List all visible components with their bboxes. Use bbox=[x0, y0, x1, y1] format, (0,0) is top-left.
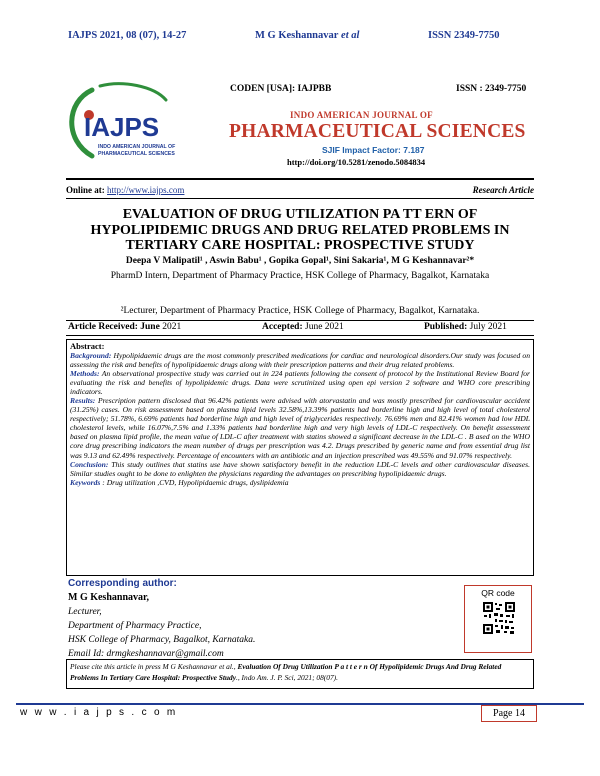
abstract-conclusion: Conclusion: This study outlines that statins use have shown satisfactory benefit in the reduction LDL-C levels and other cardiovascular diseases. Similar studies ought to be done to enlighten the physicians regarding the advantages on prescribing hypolipidaemic drugs. bbox=[70, 459, 530, 478]
article-type: Research Article bbox=[472, 185, 534, 195]
header-issn: ISSN 2349-7750 bbox=[428, 30, 500, 41]
logo-subtext-2: PHARMACEUTICAL SCIENCES bbox=[98, 151, 175, 157]
qr-code-box bbox=[464, 585, 532, 653]
abstract-results: Results: Prescription pattern disclosed that 96.42% patients were advised with atorvastatin and was mostly prescribed for cardiovascular accident (31.25%) cases. On risk assessment based on plasma lipid levels 32.58%,13.39% patients had borderline high and high level of total cholesterol respectively; 51.78%, 6.69% patients had borderline high and high level of triglycerides respectively. 76.69% men and 82.41% women had low HDL cholesterol levels, while 16.07%,7.5% and 1.33% patients had borderline high and very high levels of LDL-C respectively. On benefit assessment based on plasma lipid profile, the mean value of LDL-C after treatment with statins showed a significant decrease in the LDL-C . B ased on the WHO core drug prescribing indicators the mean number of drugs per prescription was 4.2. Drugs prescribed by generic name and from essential drug list was 9.13 and 62.49% respectively. Percentage of encounters with an antibiotic and an injection prescribed was 49.55% and 91.07% respectively. bbox=[70, 396, 530, 460]
article-title: EVALUATION OF DRUG UTILIZATION PA TT ERN OF HYPOLIPIDEMIC DRUGS AND DRUG RELATED PROBLEMS IN TERTIARY CARE HOSPITAL: PROSPECTIVE STUDY bbox=[90, 207, 510, 253]
coden: CODEN [USA]: IAJPBB bbox=[230, 84, 332, 94]
masthead-issn: ISSN : 2349-7750 bbox=[456, 84, 527, 94]
online-at: Online at: http://www.iajps.com bbox=[66, 185, 185, 195]
journal-logo bbox=[62, 82, 202, 168]
sjif-impact-factor: SJIF Impact Factor: 7.187 bbox=[322, 145, 425, 155]
affiliation-2: ²Lecturer, Department of Pharmacy Practice, HSK College of Pharmacy, Bagalkot, Karnataka. bbox=[120, 306, 480, 316]
corresponding-author-name: M G Keshannavar, bbox=[68, 592, 150, 603]
header-author-suffix: et al bbox=[338, 30, 360, 41]
corresponding-email[interactable]: Email Id: drmgkeshannavar@gmail.com bbox=[68, 649, 224, 659]
abstract-title: Abstract: bbox=[70, 341, 105, 351]
citation-title: Evaluation Of Drug Utilization P a t t e r n Of Hypolipidemic Drugs And Drug Related Problems In Tertiary Care Hospital: Prospective Study bbox=[70, 662, 502, 682]
qr-code-icon[interactable] bbox=[482, 601, 516, 635]
date-received: Article Received: June 2021 bbox=[68, 322, 182, 332]
journal-name-top: INDO AMERICAN JOURNAL OF bbox=[290, 110, 433, 120]
corresponding-line: Lecturer, bbox=[68, 607, 102, 617]
article-dates bbox=[66, 320, 534, 336]
header-journal-issue: IAJPS 2021, 08 (07), 14-27 bbox=[68, 30, 187, 41]
date-published: Published: July 2021 bbox=[424, 322, 507, 332]
abstract-background: Background: Hypolipidaemic drugs are the most commonly prescribed medications for cardiac and neurological disorders.Our study was focused on assessing the risk and benefits of hypolipidaemic drugs along with their prescription patterns and their drug related problems. bbox=[70, 351, 530, 370]
citation-box: Please cite this article in press M G Keshannavar et al., Evaluation Of Drug Utilization P a t t e r n Of Hypolipidemic Drugs And Drug Related Problems In Tertiary Care Hospital: Prospective Study., Indo Am. J. P. Sci, 2021; 08(07). bbox=[66, 659, 534, 689]
running-header bbox=[0, 30, 600, 46]
header-author: M G Keshannavar et al bbox=[255, 30, 360, 41]
abstract-box bbox=[66, 339, 534, 576]
affiliation-1: PharmD Intern, Department of Pharmacy Practice, HSK College of Pharmacy, Bagalkot, Karnataka bbox=[110, 271, 490, 281]
title-rule bbox=[66, 198, 534, 199]
abstract-methods: Methods: An observational prospective study was carried out in 224 patients following the consent of protocol by the Institutional Review Board for evaluating the risk and benefits of hypolipidemic drugs. Data were scrutinized using open epi version 2 software and WHO core prescribing indicators. bbox=[70, 369, 530, 397]
footer-site[interactable]: w w w . i a j p s . c o m bbox=[20, 707, 178, 718]
logo-text: IAJPS bbox=[84, 112, 160, 142]
qr-label: QR code bbox=[481, 588, 515, 598]
corresponding-line: HSK College of Pharmacy, Bagalkot, Karnataka. bbox=[68, 635, 256, 645]
date-accepted: Accepted: June 2021 bbox=[262, 322, 344, 332]
doi-link[interactable]: http://doi.org/10.5281/zenodo.5084834 bbox=[287, 157, 426, 167]
author-list: Deepa V Malipatil¹ , Aswin Babu¹ , Gopika Gopal¹, Sini Sakaria¹, M G Keshannavar²* bbox=[125, 256, 475, 266]
page-number: Page 14 bbox=[481, 705, 537, 722]
corresponding-author-title: Corresponding author: bbox=[68, 578, 177, 589]
journal-name-main: PHARMACEUTICAL SCIENCES bbox=[229, 121, 526, 142]
abstract-keywords: Keywords : Drug utilization ,CVD, Hypolipidaemic drugs, dyslipidemia bbox=[70, 477, 289, 487]
logo-subtext-1: INDO AMERICAN JOURNAL OF bbox=[98, 144, 176, 150]
corresponding-line: Department of Pharmacy Practice, bbox=[68, 621, 202, 631]
masthead-rule bbox=[66, 178, 534, 180]
journal-url-link[interactable]: http://www.iajps.com bbox=[107, 185, 185, 195]
